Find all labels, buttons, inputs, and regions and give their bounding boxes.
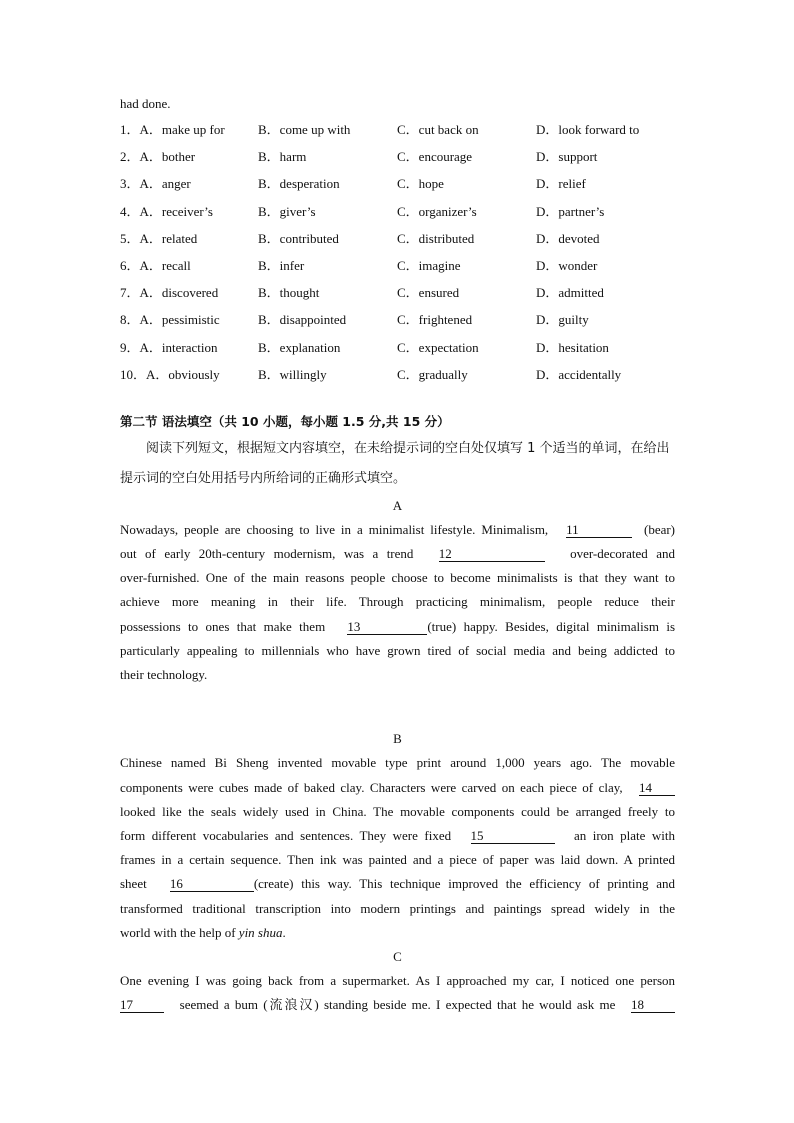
passage-b-label: B <box>393 731 402 747</box>
question-option-row <box>120 170 675 197</box>
passage-b-line: world with the help of yin shua. <box>120 924 286 940</box>
passage-a-line: possessions to ones that make them 13 (true) happy. Besides, digital minimalism is <box>120 618 675 634</box>
option-d[interactable]: D．devoted <box>536 230 600 246</box>
question-option-row <box>120 306 675 333</box>
passage-b-line: looked like the seals widely used in China. The movable components could be arranged freely to <box>120 803 675 819</box>
document-page <box>120 92 675 1017</box>
option-b[interactable]: B．disappointed <box>258 312 347 328</box>
section-instruction: 阅读下列短文，根据短文内容填空，在未给提示词的空白处仅填写 1 个适当的单词，在给出提示词的空白处用括号内所给词的正确形式填空。 <box>120 440 670 486</box>
passage-a-line: their technology. <box>120 667 208 683</box>
option-d[interactable]: D．guilty <box>536 312 589 328</box>
option-b[interactable]: B．thought <box>258 285 320 301</box>
option-a[interactable]: 2．A．bother <box>120 149 196 165</box>
passage-c-label: C <box>393 948 402 964</box>
passage-a-line: out of early 20th-century modernism, was a trend 12 over-decorated and <box>120 546 675 562</box>
option-c[interactable]: C．ensured <box>397 285 460 301</box>
option-a[interactable]: 3．A．anger <box>120 176 191 192</box>
passage-b-line: Chinese named Bi Sheng invented movable type print around 1,000 years ago. The movable <box>120 755 675 771</box>
option-b[interactable]: B．contributed <box>258 230 339 246</box>
section-title: 第二节 语法填空（共 10 小题，每小题 1.5 分,共 15 分） <box>120 413 450 429</box>
question-option-row <box>120 334 675 361</box>
option-c[interactable]: C．gradually <box>397 366 468 382</box>
question-option-row <box>120 361 675 388</box>
question-option-row <box>120 198 675 225</box>
option-d[interactable]: D．hesitation <box>536 339 609 355</box>
question-option-row <box>120 143 675 170</box>
blank-12[interactable]: 12 <box>439 547 545 562</box>
option-d[interactable]: D．look forward to <box>536 122 640 137</box>
continued-text: had done. <box>120 96 171 111</box>
blank-15[interactable]: 15 <box>471 829 555 844</box>
passage-b-line: sheet 16 (create) this way. This technique improved the efficiency of printing and <box>120 876 675 892</box>
question-option-row <box>120 279 675 306</box>
passage-a-line: particularly appealing to millennials who have grown tired of social media and being addicted to <box>120 642 675 658</box>
blank-17[interactable]: 17 <box>120 998 164 1013</box>
option-b[interactable]: B．giver’s <box>258 203 316 219</box>
option-c[interactable]: C．frightened <box>397 312 473 328</box>
passage-a-line: achieve more meaning in their life. Through practicing minimalism, people reduce their <box>120 594 675 610</box>
option-a[interactable]: 9．A．interaction <box>120 339 218 355</box>
option-c[interactable]: C．expectation <box>397 339 479 355</box>
option-d[interactable]: D．wonder <box>536 257 598 273</box>
option-a[interactable]: 1．A．make up for <box>120 122 225 137</box>
option-c[interactable]: C．cut back on <box>397 122 479 137</box>
option-b[interactable]: B．willingly <box>258 366 327 382</box>
option-d[interactable]: D．accidentally <box>536 366 622 382</box>
option-d[interactable]: D．support <box>536 149 598 165</box>
option-c[interactable]: C．organizer’s <box>397 203 477 219</box>
question-option-row <box>120 116 675 143</box>
option-c[interactable]: C．distributed <box>397 230 475 246</box>
passage-c-line: One evening I was going back from a supermarket. As I approached my car, I noticed one person <box>120 972 675 988</box>
option-b[interactable]: B．desperation <box>258 176 340 192</box>
options-list <box>120 116 675 388</box>
blank-18[interactable]: 18 <box>631 998 675 1013</box>
passage-c-line: 17 seemed a bum (流浪汉) standing beside me. I expected that he would ask me 18 <box>120 993 675 1017</box>
option-b[interactable]: B．come up with <box>258 122 351 137</box>
option-a[interactable]: 5．A．related <box>120 230 198 246</box>
option-c[interactable]: C．hope <box>397 176 444 192</box>
option-a[interactable]: 4．A．receiver’s <box>120 203 213 219</box>
option-c[interactable]: C．encourage <box>397 149 473 165</box>
option-b[interactable]: B．infer <box>258 257 305 273</box>
option-b[interactable]: B．harm <box>258 149 307 165</box>
option-a[interactable]: 6．A．recall <box>120 257 191 273</box>
blank-16[interactable]: 16 <box>170 877 254 892</box>
option-a[interactable]: 10．A．obviously <box>120 366 220 382</box>
option-a[interactable]: 8．A．pessimistic <box>120 312 220 328</box>
passage-a-line: over-furnished. One of the main reasons people choose to become minimalists is that they want to <box>120 570 675 586</box>
passage-b-line: transformed traditional transcription into modern printings and paintings spread widely in the <box>120 900 675 916</box>
passage-a-line: Nowadays, people are choosing to live in a minimalist lifestyle. Minimalism, 11 (bear) <box>120 521 676 537</box>
option-c[interactable]: C．imagine <box>397 257 461 273</box>
option-d[interactable]: D．relief <box>536 176 586 192</box>
option-b[interactable]: B．explanation <box>258 339 341 355</box>
question-option-row <box>120 225 675 252</box>
blank-11[interactable]: 11 <box>566 523 632 538</box>
blank-13[interactable]: 13 <box>347 620 427 635</box>
option-a[interactable]: 7．A．discovered <box>120 285 219 301</box>
option-d[interactable]: D．partner’s <box>536 203 605 219</box>
blank-14[interactable]: 14 <box>639 781 675 796</box>
passage-b-line: frames in a certain sequence. Then ink was painted and a piece of paper was laid down. A printed <box>120 852 675 868</box>
option-d[interactable]: D．admitted <box>536 285 604 301</box>
passage-b-line: components were cubes made of baked clay. Characters were carved on each piece of clay, 14 <box>120 776 675 800</box>
passage-b-line: form different vocabularies and sentences. They were fixed 15 an iron plate with <box>120 827 676 843</box>
question-option-row <box>120 252 675 279</box>
passage-a-label: A <box>392 497 403 513</box>
